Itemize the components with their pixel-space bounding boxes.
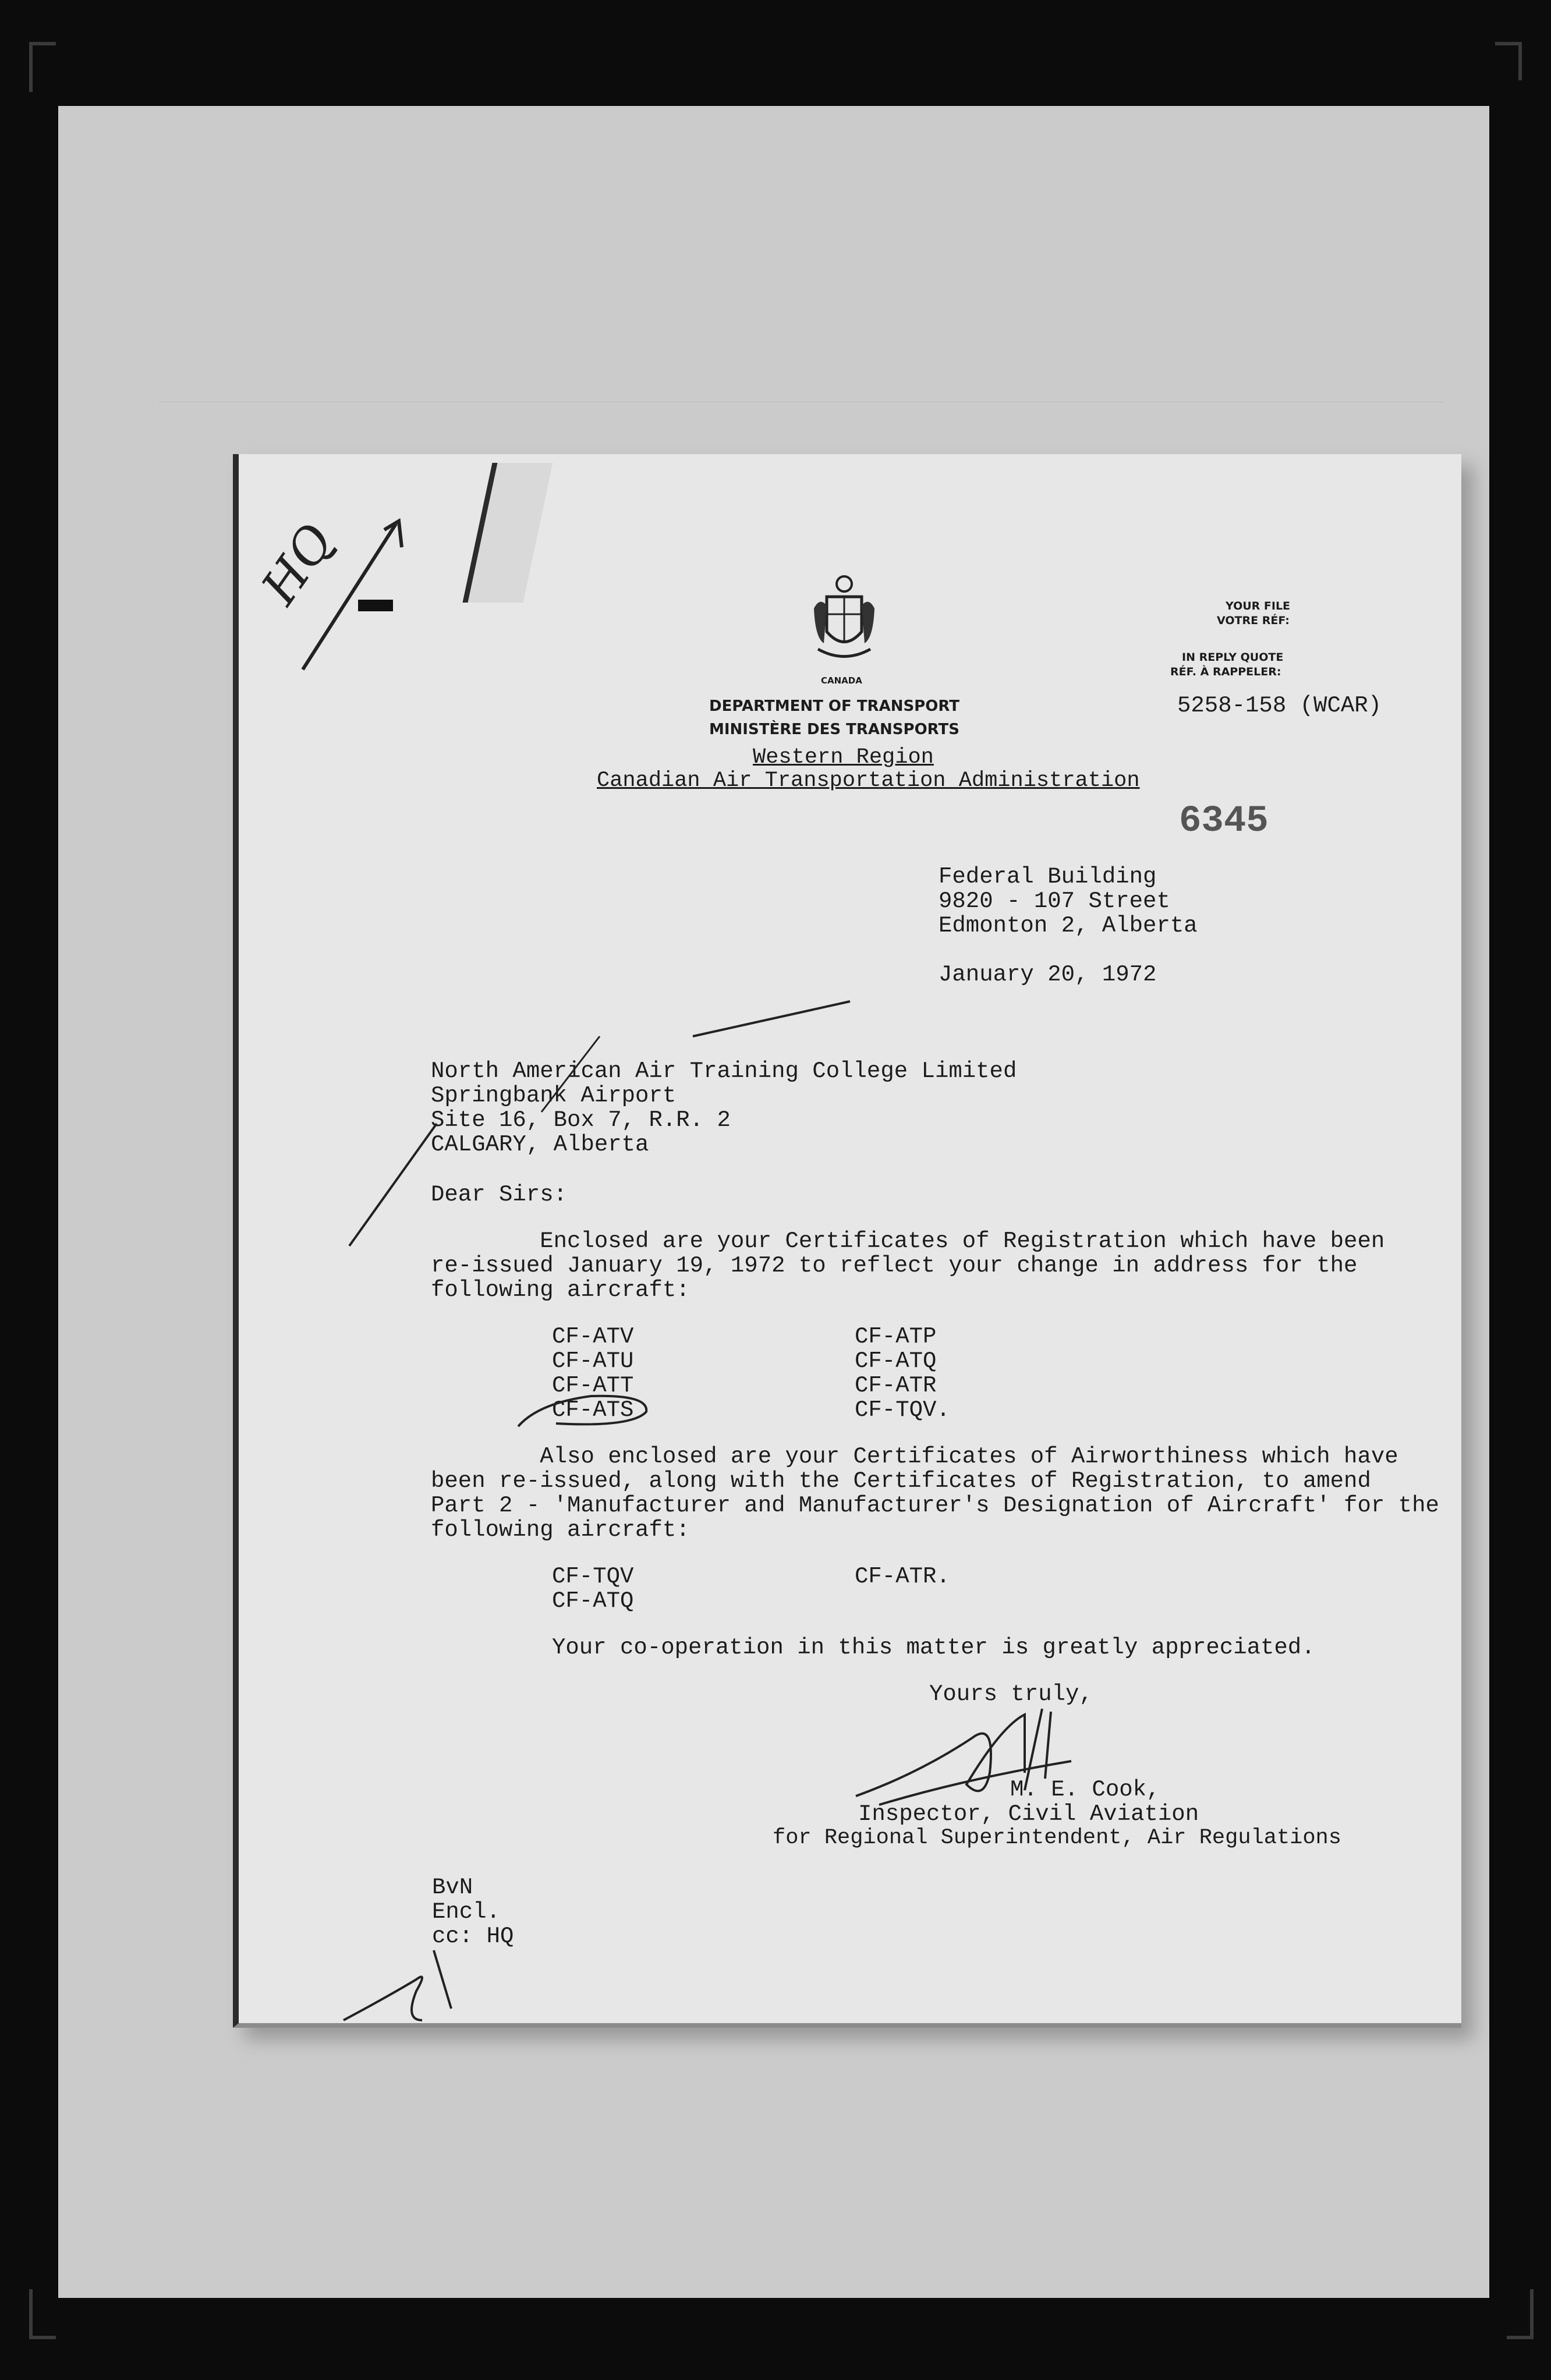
paragraph-line: following aircraft:: [431, 1277, 690, 1303]
aircraft-registration: CF-ATR.: [855, 1564, 950, 1589]
coat-of-arms-icon: [809, 573, 879, 675]
signatory-name: M. E. Cook,: [1010, 1777, 1160, 1802]
cc-note: cc: HQ: [432, 1924, 514, 1949]
paragraph-line: Part 2 - 'Manufacturer and Manufacturer's Designation of Aircraft' for the: [431, 1493, 1439, 1518]
your-file-label: YOUR FILE: [1226, 600, 1291, 612]
salutation: Dear Sirs:: [431, 1182, 568, 1207]
signatory-on-behalf: for Regional Superintendent, Air Regulations: [773, 1826, 1341, 1850]
aircraft-registration: CF-ATU: [552, 1348, 634, 1374]
crop-mark-bottom-left: [29, 2289, 56, 2339]
sender-address-line: 9820 - 107 Street: [939, 888, 1170, 914]
paragraph-line: been re-issued, along with the Certificates of Registration, to amend: [431, 1468, 1371, 1494]
recipient-address-line: CALGARY, Alberta: [431, 1132, 649, 1157]
paragraph-line: Also enclosed are your Certificates of Airworthiness which have: [431, 1444, 1398, 1469]
letterhead-department-fr: MINISTÈRE DES TRANSPORTS: [709, 721, 959, 738]
handwritten-check-mark: [344, 1036, 605, 1258]
reply-quote-label-fr: RÉF. À RAPPELER:: [1170, 665, 1281, 678]
recipient-address-line: Springbank Airport: [431, 1083, 677, 1108]
recipient-address-line: Site 16, Box 7, R.R. 2: [431, 1107, 731, 1133]
letter-date: January 20, 1972: [939, 962, 1157, 987]
reference-number: 5258-158 (WCAR): [1177, 693, 1382, 718]
your-file-label-fr: VOTRE RÉF:: [1217, 614, 1290, 627]
recipient-address-line: North American Air Training College Limited: [431, 1058, 1017, 1084]
enclosure-note: Encl.: [432, 1899, 501, 1925]
closing: Yours truly,: [929, 1681, 1093, 1707]
aircraft-registration: CF-TQV.: [855, 1397, 950, 1423]
aircraft-registration: CF-ATT: [552, 1373, 634, 1398]
crop-mark-bottom-right: [1507, 2289, 1534, 2339]
aircraft-registration: CF-ATQ: [552, 1588, 634, 1614]
signatory-title: Inspector, Civil Aviation: [858, 1801, 1199, 1827]
crop-mark-top-right: [1495, 42, 1522, 80]
handwritten-slash-mark: [297, 512, 413, 687]
handwritten-hq-mark: HQ: [250, 513, 345, 615]
handwritten-circle-mark: [515, 1391, 655, 1435]
letterhead-administration: Canadian Air Transportation Administration: [597, 768, 1140, 793]
aircraft-registration: CF-ATP: [855, 1324, 937, 1350]
letterhead-region: Western Region: [753, 745, 934, 770]
letterhead-country: CANADA: [821, 675, 862, 686]
handwritten-initial-mark: [341, 1945, 457, 2032]
aircraft-registration: CF-ATQ: [855, 1348, 937, 1374]
typist-initials: BvN: [432, 1875, 473, 1900]
paragraph-line: Enclosed are your Certificates of Registration which have been: [431, 1228, 1385, 1254]
aircraft-registration: CF-TQV: [552, 1564, 634, 1589]
aircraft-registration: CF-ATS: [552, 1397, 634, 1423]
reply-quote-label: IN REPLY QUOTE: [1182, 651, 1284, 664]
aircraft-registration: CF-ATV: [552, 1324, 634, 1350]
letterhead-department-en: DEPARTMENT OF TRANSPORT: [709, 697, 959, 715]
sender-address-line: Edmonton 2, Alberta: [939, 913, 1198, 938]
sender-address-line: Federal Building: [939, 864, 1157, 890]
paragraph-line: re-issued January 19, 1972 to reflect your change in address for the: [431, 1253, 1358, 1278]
crop-mark-top-left: [29, 42, 56, 92]
aircraft-registration: CF-ATR: [855, 1373, 937, 1398]
closing-sentence: Your co-operation in this matter is greatly appreciated.: [552, 1635, 1315, 1660]
stamp-number: 6345: [1179, 801, 1269, 842]
paragraph-line: following aircraft:: [431, 1517, 690, 1543]
